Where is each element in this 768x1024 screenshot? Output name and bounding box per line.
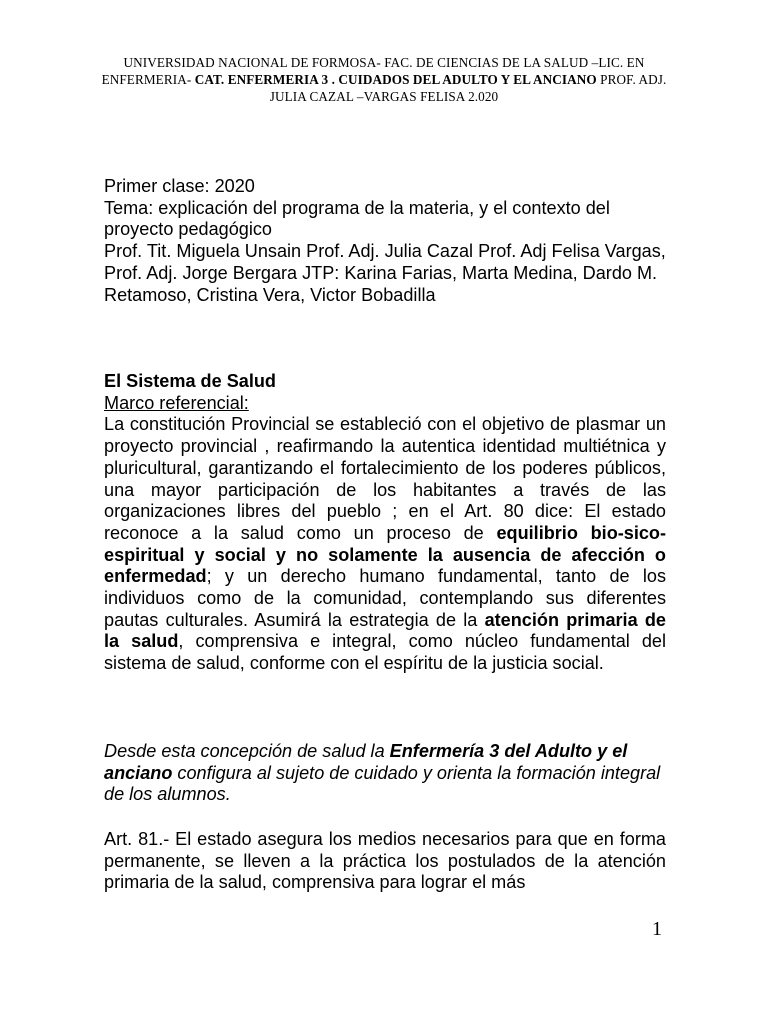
class-intro — [104, 176, 666, 306]
italic-text-c: configura al sujeto de cuidado y orienta la formación integral de los alumnos. — [104, 762, 661, 805]
nursing-concept-paragraph — [104, 741, 666, 806]
header-professors: PROF. ADJ. JULIA CAZAL –VARGAS FELISA 2.020 — [269, 72, 667, 104]
paragraph-emphasis-health: equilibrio bio-sico-espiritual y social y no solamente la ausencia de afección o enfermedad — [104, 522, 666, 587]
paragraph-text-e: , comprensiva e integral, como núcleo fundamental del sistema de salud, conforme con el espíritu de la justicia social. — [104, 631, 666, 674]
header-course: CAT. ENFERMERIA 3 . CUIDADOS DEL ADULTO Y EL ANCIANO — [194, 72, 597, 87]
paragraph-text-c: ; y un derecho humano fundamental, tanto de los individuos como de la comunidad, contemplando sus diferentes pautas culturales. Asumirá la estrategia de la — [104, 566, 666, 630]
paragraph-emphasis-primary-care: atención primaria de la salud — [104, 609, 666, 652]
health-system-section — [104, 371, 666, 675]
header-institution: UNIVERSIDAD NACIONAL DE FORMOSA- FAC. DE CIENCIAS DE LA SALUD –LIC. EN ENFERMERIA- — [101, 55, 645, 87]
section-subtitle: Marco referencial: — [104, 392, 249, 413]
page-number: 1 — [652, 918, 662, 940]
class-date: Primer clase: 2020 — [104, 176, 255, 196]
constitution-paragraph — [104, 414, 666, 674]
class-topic: Tema: explicación del programa de la materia, y el contexto del proyecto pedagógico — [104, 197, 610, 240]
paragraph-text-a: La constitución Provincial se estableció con el objetivo de plasmar un proyecto provincial , reafirmando la autentica identidad multiétnica y pluricultural, garantizando el fortalecimiento de los poderes públicos, una mayor participación de los habitantes a través de las organizaciones libres del pueblo ; en el Art. 80 dice: El estado reconoce a la salud como un proceso de — [104, 414, 666, 543]
italic-text-a: Desde esta concepción de salud la — [104, 741, 390, 761]
section-title: El Sistema de Salud — [104, 371, 276, 391]
article-81-paragraph: Art. 81.- El estado asegura los medios necesarios para que en forma permanente, se lleven a la práctica los postulados de la atención primaria de la salud, comprensiva para lograr el más — [104, 829, 666, 893]
italic-emphasis-course: Enfermería 3 del Adulto y el anciano — [104, 741, 628, 783]
faculty-list: Prof. Tit. Miguela Unsain Prof. Adj. Julia Cazal Prof. Adj Felisa Vargas, Prof. Adj. Jorge Bergara JTP: Karina Farias, Marta Medina, Dardo M. Retamoso, Cristina Vera, Victor Bobadilla — [104, 241, 666, 305]
document-header — [100, 54, 668, 105]
